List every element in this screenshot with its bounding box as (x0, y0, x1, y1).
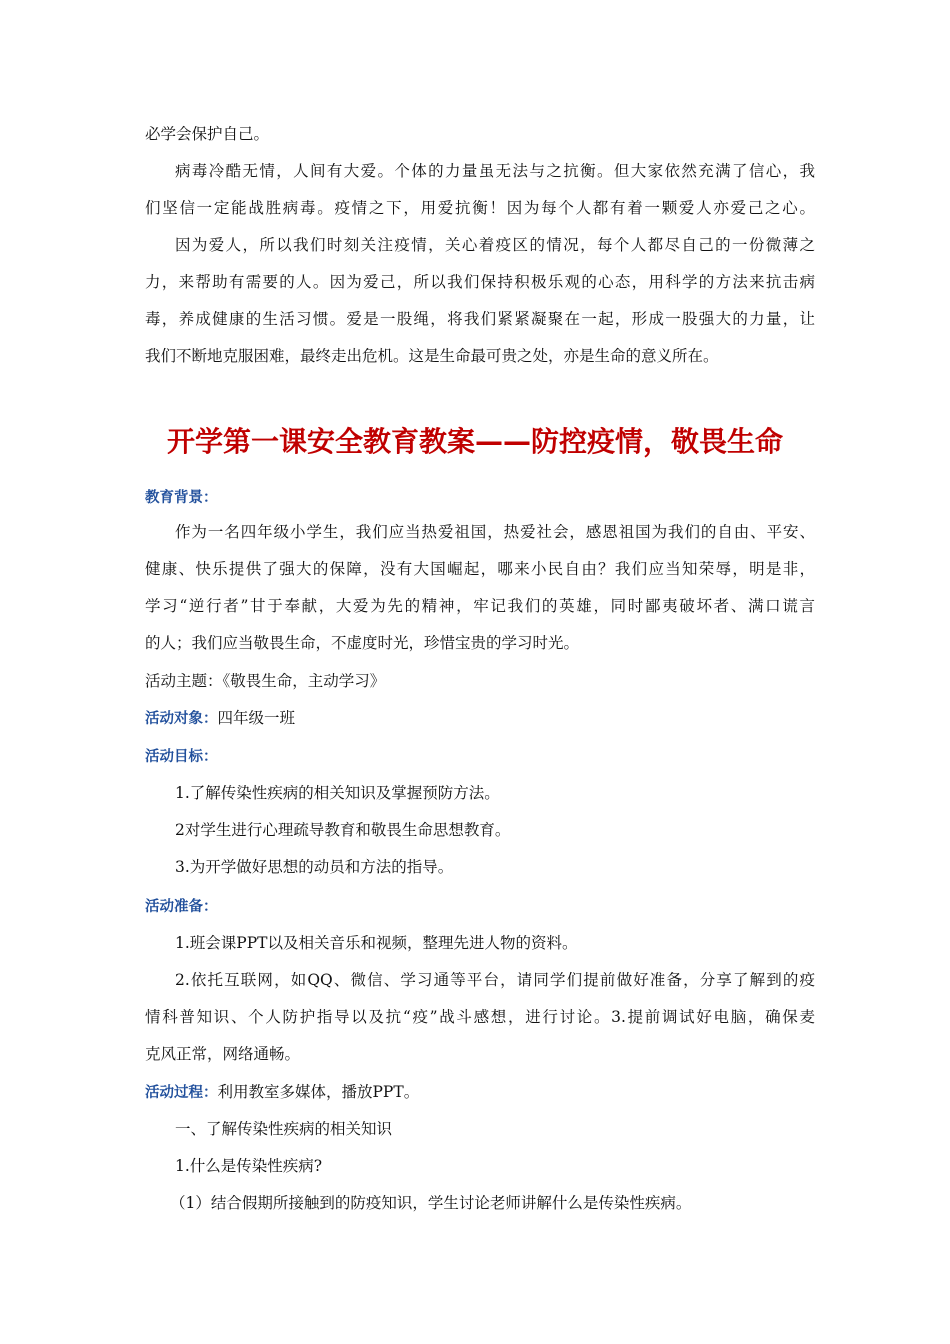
prep-item-2-line-1: 2.依托互联网，如QQ、微信、学习通等平台，请同学们提前做好准备，分享了解到的疫 (175, 971, 815, 989)
background-line-3: 学习“逆行者”甘于奉献，大爱为先的精神，牢记我们的英雄，同时鄙夷破坏者、满口谎言 (145, 597, 815, 615)
background-label (145, 486, 815, 509)
document-title: 开学第一课安全教育教案——防控疫情，敬畏生命 (166, 425, 783, 458)
process-subsection-1: 1.什么是传染性疾病? (175, 1157, 323, 1175)
goal-1: 1.了解传染性疾病的相关知识及掌握预防方法。 (175, 784, 500, 802)
prep-item-1: 1.班会课PPT以及相关音乐和视频，整理先进人物的资料。 (175, 934, 578, 952)
intro-paragraph-1-line-1: 病毒冷酷无情，人间有大爱。个体的力量虽无法与之抗衡。但大家依然充满了信心，我 (175, 162, 815, 180)
activity-theme: 活动主题：《敬畏生命，主动学习》 (145, 672, 386, 690)
prep-item-2-line-3: 克风正常，网络通畅。 (145, 1045, 301, 1063)
goals-label (145, 745, 815, 768)
intro-paragraph-2-line-2: 力，来帮助有需要的人。因为爱己，所以我们保持积极乐观的心态，用科学的方法来抗击病 (145, 273, 815, 291)
process-section-1: 一、了解传染性疾病的相关知识 (175, 1120, 393, 1138)
goals-heading: 活动目标： (145, 749, 218, 765)
intro-paragraph-0: 必学会保护自己。 (145, 125, 270, 143)
background-line-2: 健康、快乐提供了强大的保障，没有大国崛起，哪来小民自由？我们应当知荣辱，明是非， (145, 560, 815, 578)
process-heading: 活动过程： (145, 1085, 218, 1101)
intro-paragraph-1-line-2: 们坚信一定能战胜病毒。疫情之下，用爱抗衡！因为每个人都有着一颗爱人亦爱己之心。 (145, 199, 815, 217)
goal-2: 2对学生进行心理疏导教育和敬畏生命思想教育。 (175, 821, 511, 839)
background-line-1: 作为一名四年级小学生，我们应当热爱祖国，热爱社会，感恩祖国为我们的自由、平安、 (175, 523, 815, 541)
process-value: 利用教室多媒体，播放PPT。 (217, 1083, 420, 1101)
prep-item-2-line-2: 情科普知识、个人防护指导以及抗“疫”战斗感想，进行讨论。3.提前调试好电脑，确保麦 (145, 1008, 815, 1026)
target-value: 四年级一班 (217, 709, 296, 727)
intro-paragraph-2-line-1: 因为爱人，所以我们时刻关注疫情，关心着疫区的情况，每个人都尽自己的一份微薄之 (175, 236, 815, 254)
intro-paragraph-2-line-4: 我们不断地克服困难，最终走出危机。这是生命最可贵之处，亦是生命的意义所在。 (145, 347, 719, 365)
activity-target (145, 707, 815, 730)
prep-label (145, 895, 815, 918)
prep-heading: 活动准备： (145, 899, 218, 915)
intro-paragraph-2-line-3: 毒，养成健康的生活习惯。爱是一股绳，将我们紧紧凝聚在一起，形成一股强大的力量，让 (145, 310, 815, 328)
process-item-1: （1）结合假期所接触到的防疫知识，学生讨论老师讲解什么是传染性疾病。 (170, 1194, 692, 1212)
target-heading: 活动对象： (145, 711, 218, 727)
process-line (145, 1081, 815, 1104)
goal-3: 3.为开学做好思想的动员和方法的指导。 (175, 858, 454, 876)
background-heading: 教育背景： (145, 490, 218, 506)
background-line-4: 的人；我们应当敬畏生命，不虚度时光，珍惜宝贵的学习时光。 (145, 634, 580, 652)
